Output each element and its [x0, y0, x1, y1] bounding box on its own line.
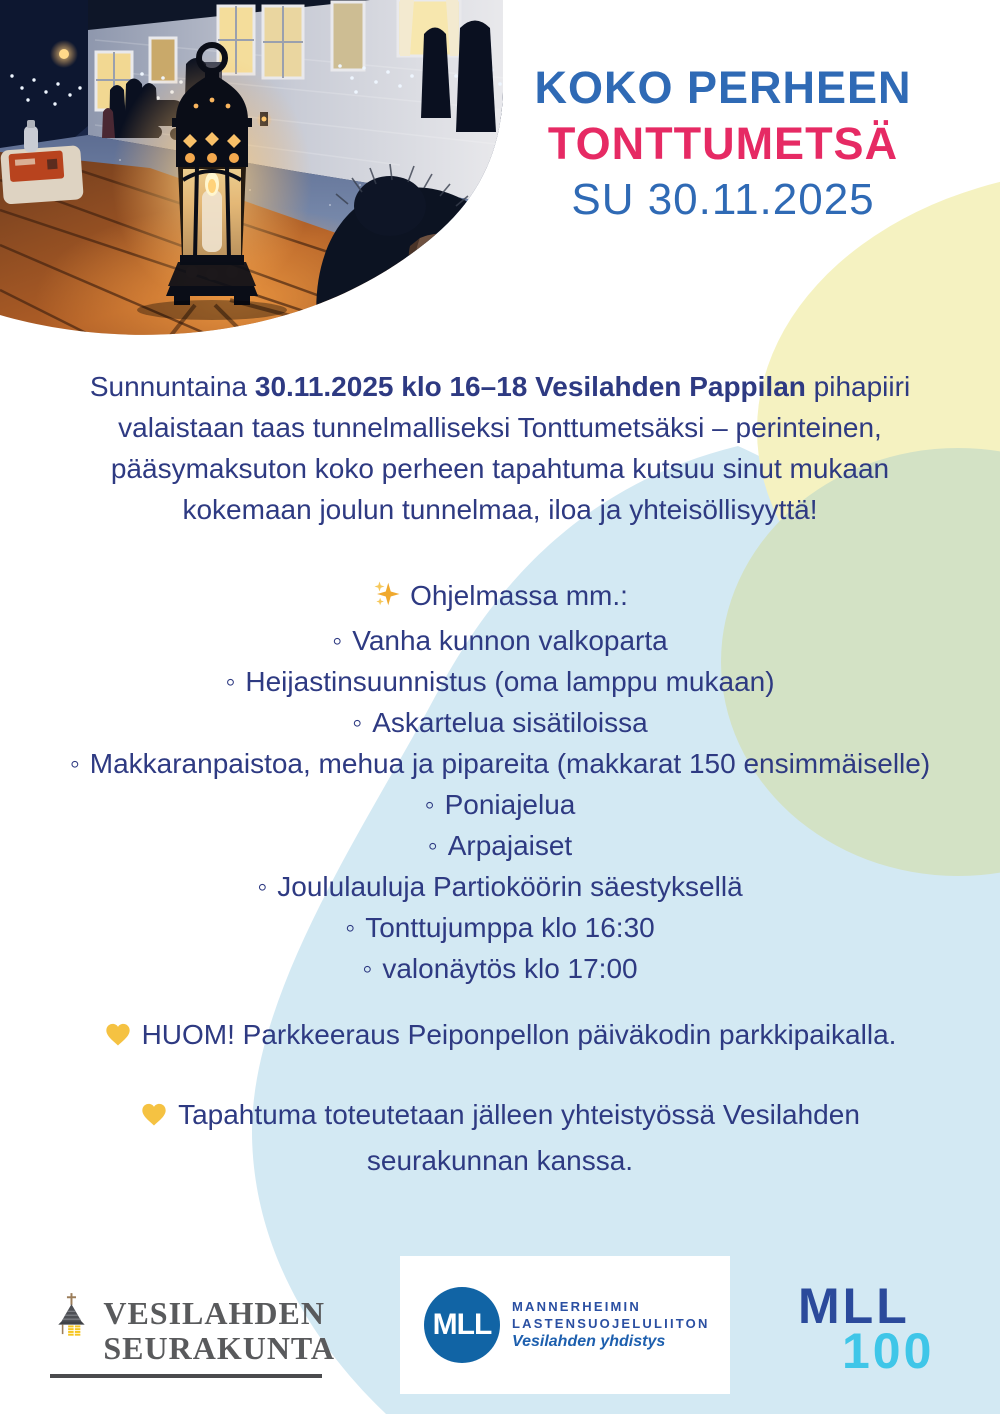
program-item: ◦ Poniajelua — [424, 789, 576, 820]
collaboration-note — [0, 1094, 1000, 1181]
title-line-1: KOKO PERHEEN — [534, 62, 912, 113]
title-date: SU 30.11.2025 — [571, 175, 875, 224]
parking-note — [0, 1014, 1000, 1060]
intro-line-4: kokemaan joulun tunnelmaa, iloa ja yhteisöllisyyttä! — [182, 494, 818, 525]
mll-abbr: MLL — [432, 1308, 492, 1341]
parking-note-text: HUOM! Parkkeeraus Peiponpellon päiväkodin parkkipaikalla. — [141, 1019, 897, 1050]
program-item: ◦ valonäytös klo 17:00 — [362, 953, 638, 984]
program-item: ◦ Tonttujumppa klo 16:30 — [345, 912, 655, 943]
program-item: ◦ Makkaranpaistoa, mehua ja pipareita (makkarat 150 ensimmäiselle) — [69, 748, 931, 779]
title-block — [445, 60, 1000, 228]
program-item: ◦ Arpajaiset — [427, 830, 573, 861]
event-photo — [0, 0, 505, 336]
program-item: ◦ Joululauluja Partioköörin säestyksellä — [257, 871, 743, 902]
program-item: ◦ Heijastinsuunnistus (oma lamppu mukaan) — [225, 666, 775, 697]
church-name-line-2: SEURAKUNTA — [103, 1330, 335, 1366]
program-list — [0, 575, 1000, 989]
church-logo-rule — [50, 1374, 322, 1378]
mll-association-logo — [400, 1256, 730, 1394]
mll-org-line-1: MANNERHEIMIN — [512, 1299, 641, 1314]
program-heading: Ohjelmassa mm.: — [0, 575, 1000, 620]
mll-org-text — [512, 1298, 710, 1352]
program-item: ◦ Askartelua sisätiloissa — [352, 707, 648, 738]
mll-org-line-2: LASTENSUOJELULIITON — [512, 1316, 710, 1331]
mll100-number: 100 — [842, 1323, 935, 1379]
yellow-heart-icon — [104, 1019, 132, 1060]
mll-100-logo — [798, 1278, 958, 1379]
collaboration-note-line-2: seurakunnan kanssa. — [366, 1145, 634, 1176]
mll-circle-icon — [424, 1287, 500, 1363]
intro-line-2: valaistaan taas tunnelmalliseksi Tonttumetsäksi – perinteinen, — [118, 412, 882, 443]
church-name-line-1: VESILAHDEN — [103, 1295, 325, 1331]
mll-org-line-3: Vesilahden yhdistys — [512, 1333, 666, 1350]
collaboration-note-line-1: Tapahtuma toteutetaan jälleen yhteistyössä Vesilahden — [178, 1099, 860, 1130]
title-line-2: TONTTUMETSÄ — [547, 118, 899, 169]
sparkles-icon — [372, 579, 402, 620]
intro-paragraph — [0, 366, 1000, 530]
vesilahden-seurakunta-logo — [50, 1260, 335, 1378]
intro-line-3: pääsymaksuton koko perheen tapahtuma kutsuu sinut mukaan — [110, 453, 890, 484]
intro-line-1: Sunnuntaina 30.11.2025 klo 16–18 Vesilahden Pappilan pihapiiri — [89, 371, 911, 402]
yellow-heart-icon — [140, 1099, 168, 1140]
program-item: ◦ Vanha kunnon valkoparta — [332, 625, 668, 656]
church-logo-text — [103, 1296, 335, 1366]
church-icon — [50, 1260, 93, 1368]
mll100-abbr: MLL — [798, 1278, 910, 1334]
